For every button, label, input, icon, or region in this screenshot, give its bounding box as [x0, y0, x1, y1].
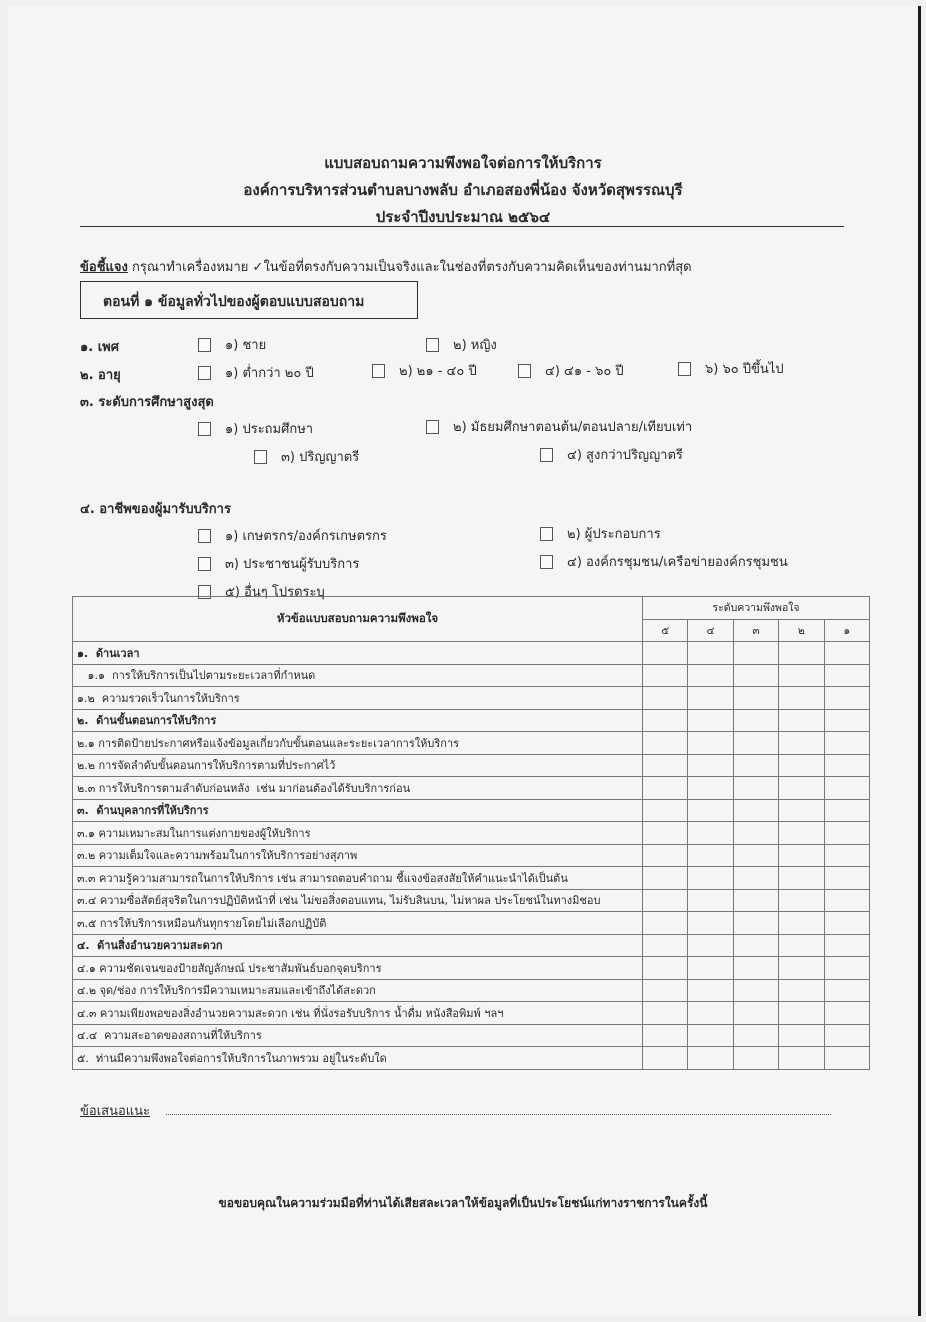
rating-cell[interactable]: [643, 979, 688, 1002]
rating-cell: [643, 934, 688, 957]
rating-cell[interactable]: [779, 1002, 824, 1025]
rating-cell[interactable]: [688, 754, 733, 777]
table-row: [73, 979, 870, 1002]
rating-cell[interactable]: [733, 844, 778, 867]
rating-cell: [824, 934, 869, 957]
row-label: ๔.๔ ความสะอาดของสถานที่ให้บริการ: [73, 1024, 643, 1047]
level-1: ๑: [824, 619, 869, 642]
rating-cell: [779, 642, 824, 665]
row-label: ๓.๒ ความเต็มใจและความพร้อมในการให้บริการอย่างสุภาพ: [73, 844, 643, 867]
rating-cell[interactable]: [824, 1002, 869, 1025]
row-label: ๔.๑ ความชัดเจนของป้ายสัญลักษณ์ ประชาสัมพันธ์บอกจุดบริการ: [73, 957, 643, 980]
q3-option-2[interactable]: ๒) มัธยมศึกษาตอนต้น/ตอนปลาย/เทียบเท่า: [426, 416, 692, 437]
q4-option-3[interactable]: ๓) ประชาชนผู้รับบริการ: [198, 553, 359, 574]
rating-cell: [733, 799, 778, 822]
rating-cell[interactable]: [779, 957, 824, 980]
q2-option-2[interactable]: ๒) ๒๑ - ๔๐ ปี: [372, 360, 477, 381]
rating-cell: [688, 642, 733, 665]
row-label: ๔.๓ ความเพียงพอของสิ่งอำนวยความสะดวก เช่น ที่นั่งรอรับบริการ น้ำดื่ม หนังสือพิมพ์ ฯลฯ: [73, 1002, 643, 1025]
rating-cell[interactable]: [824, 1024, 869, 1047]
level-5: ๕: [643, 619, 688, 642]
rating-cell[interactable]: [643, 1047, 688, 1070]
checkbox[interactable]: [198, 366, 211, 380]
rating-cell: [824, 642, 869, 665]
rating-cell[interactable]: [733, 1024, 778, 1047]
row-label: ๑.๒ ความรวดเร็วในการให้บริการ: [73, 687, 643, 710]
rating-cell[interactable]: [779, 844, 824, 867]
rating-cell[interactable]: [733, 867, 778, 890]
table-body: [73, 642, 870, 1070]
checkbox[interactable]: [254, 450, 267, 464]
rating-cell[interactable]: [733, 889, 778, 912]
rating-cell: [733, 709, 778, 732]
rating-cell[interactable]: [643, 664, 688, 687]
checkbox[interactable]: [198, 529, 211, 543]
row-label: ๕. ท่านมีความพึงพอใจต่อการให้บริการในภาพรวม อยู่ในระดับใด: [73, 1047, 643, 1070]
instruction-text: กรุณาทำเครื่องหมาย ✓ในข้อที่ตรงกับความเป็นจริงและในช่องที่ตรงกับความคิดเห็นของท่านมากที่สุด: [127, 260, 692, 275]
q1-label: ๑. เพศ: [80, 340, 119, 355]
rating-cell: [688, 709, 733, 732]
rating-cell[interactable]: [779, 912, 824, 935]
checkbox[interactable]: [198, 422, 211, 436]
rating-cell[interactable]: [643, 687, 688, 710]
form-title: แบบสอบถามความพึงพอใจต่อการให้บริการ: [324, 154, 602, 172]
checkbox[interactable]: [426, 338, 439, 352]
category-row: [73, 642, 870, 665]
rating-cell[interactable]: [688, 732, 733, 755]
table-row: [73, 889, 870, 912]
rating-cell[interactable]: [688, 1002, 733, 1025]
suggestion-row: [80, 1100, 831, 1121]
suggestion-label: ข้อเสนอแนะ: [80, 1104, 151, 1119]
rating-cell[interactable]: [733, 979, 778, 1002]
part1-heading-box: [80, 281, 418, 319]
row-label: ๑.๑ การให้บริการเป็นไปตามระยะเวลาที่กำหนด: [73, 664, 643, 687]
table-row: [73, 664, 870, 687]
row-label: ๑. ด้านเวลา: [73, 642, 643, 665]
table-row: [73, 732, 870, 755]
row-label: ๒. ด้านขั้นตอนการให้บริการ: [73, 709, 643, 732]
organization-name: องค์การบริหารส่วนตำบลบางพลับ อำเภอสองพี่น้อง จังหวัดสุพรรณบุรี: [243, 181, 683, 199]
header-divider: [80, 226, 844, 227]
rating-cell: [688, 934, 733, 957]
table-row: [73, 687, 870, 710]
rating-cell[interactable]: [779, 979, 824, 1002]
rating-cell[interactable]: [688, 1047, 733, 1070]
row-label: ๓.๑ ความเหมาะสมในการแต่งกายของผู้ให้บริการ: [73, 822, 643, 845]
table-row: [73, 867, 870, 890]
rating-cell[interactable]: [688, 912, 733, 935]
rating-cell[interactable]: [824, 867, 869, 890]
rating-cell[interactable]: [643, 912, 688, 935]
topic-header: หัวข้อแบบสอบถามความพึงพอใจ: [73, 597, 643, 642]
rating-cell[interactable]: [643, 844, 688, 867]
q1-option-female[interactable]: ๒) หญิง: [426, 334, 497, 355]
rating-cell[interactable]: [643, 1002, 688, 1025]
q4-option-4[interactable]: ๔) องค์กรชุมชน/เครือข่ายองค์กรชุมชน: [540, 551, 788, 572]
rating-cell[interactable]: [733, 1002, 778, 1025]
rating-cell[interactable]: [733, 822, 778, 845]
row-label: ๓.๓ ความรู้ความสามารถในการให้บริการ เช่น สามารถตอบคำถาม ชี้แจงข้อสงสัยให้คำแนะนำได้เป็นต้น: [73, 867, 643, 890]
table-row: [73, 1002, 870, 1025]
q3-label: ๓. ระดับการศึกษาสูงสุด: [80, 395, 214, 410]
rating-cell[interactable]: [733, 732, 778, 755]
q2-option-1[interactable]: ๑) ต่ำกว่า ๒๐ ปี: [198, 362, 314, 383]
rating-cell[interactable]: [824, 844, 869, 867]
rating-cell[interactable]: [688, 687, 733, 710]
rating-cell: [824, 709, 869, 732]
rating-cell[interactable]: [688, 777, 733, 800]
checkbox[interactable]: [540, 527, 553, 541]
thank-you-note: ขอขอบคุณในความร่วมมือที่ท่านได้เสียสละเวลาให้ข้อมูลที่เป็นประโยชน์แก่ทางราชการในครั้งนี้: [218, 1196, 708, 1210]
row-label: ๒.๒ การจัดลำดับขั้นตอนการให้บริการตามที่ประกาศไว้: [73, 754, 643, 777]
row-label: ๒.๑ การติดป้ายประกาศหรือแจ้งข้อมูลเกี่ยวกับขั้นตอนและระยะเวลาการให้บริการ: [73, 732, 643, 755]
category-row: [73, 934, 870, 957]
row-label: ๓. ด้านบุคลากรที่ให้บริการ: [73, 799, 643, 822]
table-row: [73, 1024, 870, 1047]
rating-cell[interactable]: [733, 754, 778, 777]
fiscal-year: ประจำปีงบประมาณ ๒๕๖๔: [375, 208, 551, 226]
checkbox[interactable]: [426, 420, 439, 434]
checkbox[interactable]: [678, 362, 691, 376]
rating-cell[interactable]: [779, 777, 824, 800]
q2-option-4[interactable]: ๖) ๖๐ ปีขึ้นไป: [678, 358, 784, 379]
rating-cell[interactable]: [824, 1047, 869, 1070]
rating-cell[interactable]: [824, 822, 869, 845]
rating-cell[interactable]: [779, 687, 824, 710]
checkbox[interactable]: [540, 555, 553, 569]
q4-option-5[interactable]: ๕) อื่นๆ โปรดระบุ: [198, 581, 491, 602]
rating-cell[interactable]: [779, 1024, 824, 1047]
q3-option-1[interactable]: ๑) ประถมศึกษา: [198, 418, 313, 439]
category-row: [73, 799, 870, 822]
table-row: [73, 1047, 870, 1070]
rating-cell: [779, 709, 824, 732]
rating-cell[interactable]: [688, 844, 733, 867]
row-label: ๔. ด้านสิ่งอำนวยความสะดวก: [73, 934, 643, 957]
rating-cell[interactable]: [688, 822, 733, 845]
q2-option-3[interactable]: ๔) ๔๑ - ๖๐ ปี: [518, 360, 624, 381]
rating-cell[interactable]: [688, 889, 733, 912]
part1-title: ตอนที่ ๑ ข้อมูลทั่วไปของผู้ตอบแบบสอบถาม: [103, 294, 365, 310]
rating-cell: [643, 709, 688, 732]
rating-cell[interactable]: [824, 979, 869, 1002]
q4-option-1[interactable]: ๑) เกษตรกร/องค์กรเกษตรกร: [198, 525, 387, 546]
q4-option-2[interactable]: ๒) ผู้ประกอบการ: [540, 523, 661, 544]
suggestion-field[interactable]: [166, 1104, 831, 1115]
rating-cell[interactable]: [779, 664, 824, 687]
rating-cell[interactable]: [779, 889, 824, 912]
q3-option-4[interactable]: ๔) สูงกว่าปริญญาตรี: [540, 444, 683, 465]
table-row: [73, 777, 870, 800]
rating-cell[interactable]: [779, 1047, 824, 1070]
survey-paper: [8, 6, 921, 1316]
rating-cell: [688, 799, 733, 822]
rating-cell[interactable]: [643, 822, 688, 845]
q4-label: ๔. อาชีพของผู้มารับบริการ: [80, 502, 231, 517]
rating-cell[interactable]: [688, 1024, 733, 1047]
rating-cell: [643, 642, 688, 665]
q1-option-male[interactable]: ๑) ชาย: [198, 334, 266, 355]
category-row: [73, 709, 870, 732]
table-row: [73, 912, 870, 935]
instruction: [80, 256, 692, 277]
rating-cell[interactable]: [643, 957, 688, 980]
rating-cell[interactable]: [733, 1047, 778, 1070]
q2-label: ๒. อายุ: [80, 368, 121, 383]
satisfaction-table: [72, 596, 870, 1070]
level-header: ระดับความพึงพอใจ: [643, 597, 870, 620]
row-label: ๒.๓ การให้บริการตามลำดับก่อนหลัง เช่น มาก่อนต้องได้รับบริการก่อน: [73, 777, 643, 800]
rating-cell[interactable]: [733, 777, 778, 800]
q3-option-3[interactable]: ๓) ปริญญาตรี: [254, 446, 359, 467]
rating-cell[interactable]: [779, 822, 824, 845]
rating-cell[interactable]: [643, 777, 688, 800]
rating-cell[interactable]: [824, 912, 869, 935]
rating-cell[interactable]: [824, 889, 869, 912]
rating-cell: [779, 934, 824, 957]
checkbox[interactable]: [198, 557, 211, 571]
rating-cell[interactable]: [779, 867, 824, 890]
table-row: [73, 754, 870, 777]
row-label: ๔.๒ จุด/ช่อง การให้บริการมีความเหมาะสมและเข้าถึงได้สะดวก: [73, 979, 643, 1002]
instruction-label: ข้อชี้แจง: [80, 260, 128, 275]
rating-cell: [733, 934, 778, 957]
row-label: ๓.๔ ความซื่อสัตย์สุจริตในการปฏิบัติหน้าที่ เช่น ไม่ขอสิ่งตอบแทน, ไม่รับสินบน, ไม่หาผล ประโยชน์ในทางมิชอบ: [73, 889, 643, 912]
rating-cell[interactable]: [688, 664, 733, 687]
rating-cell[interactable]: [643, 867, 688, 890]
checkbox[interactable]: [372, 364, 385, 378]
table-row: [73, 844, 870, 867]
rating-cell[interactable]: [824, 732, 869, 755]
row-label: ๓.๕ การให้บริการเหมือนกันทุกรายโดยไม่เลือกปฏิบัติ: [73, 912, 643, 935]
rating-cell: [733, 642, 778, 665]
rating-cell[interactable]: [733, 912, 778, 935]
checkbox[interactable]: [518, 364, 531, 378]
rating-cell: [643, 799, 688, 822]
rating-cell[interactable]: [643, 1024, 688, 1047]
rating-cell[interactable]: [824, 957, 869, 980]
rating-cell[interactable]: [824, 664, 869, 687]
rating-cell[interactable]: [688, 867, 733, 890]
rating-cell[interactable]: [779, 754, 824, 777]
table-row: [73, 957, 870, 980]
rating-cell[interactable]: [733, 664, 778, 687]
rating-cell[interactable]: [643, 754, 688, 777]
table-row: [73, 822, 870, 845]
rating-cell[interactable]: [733, 957, 778, 980]
rating-cell[interactable]: [688, 957, 733, 980]
rating-cell[interactable]: [688, 979, 733, 1002]
level-4: ๔: [688, 619, 733, 642]
rating-cell[interactable]: [824, 754, 869, 777]
rating-cell[interactable]: [824, 777, 869, 800]
level-3: ๓: [733, 619, 778, 642]
level-2: ๒: [779, 619, 824, 642]
rating-cell: [779, 799, 824, 822]
checkbox[interactable]: [198, 338, 211, 352]
checkbox[interactable]: [540, 448, 553, 462]
rating-cell[interactable]: [643, 889, 688, 912]
rating-cell[interactable]: [643, 732, 688, 755]
rating-cell[interactable]: [733, 687, 778, 710]
rating-cell[interactable]: [779, 732, 824, 755]
rating-cell: [824, 799, 869, 822]
rating-cell[interactable]: [824, 687, 869, 710]
